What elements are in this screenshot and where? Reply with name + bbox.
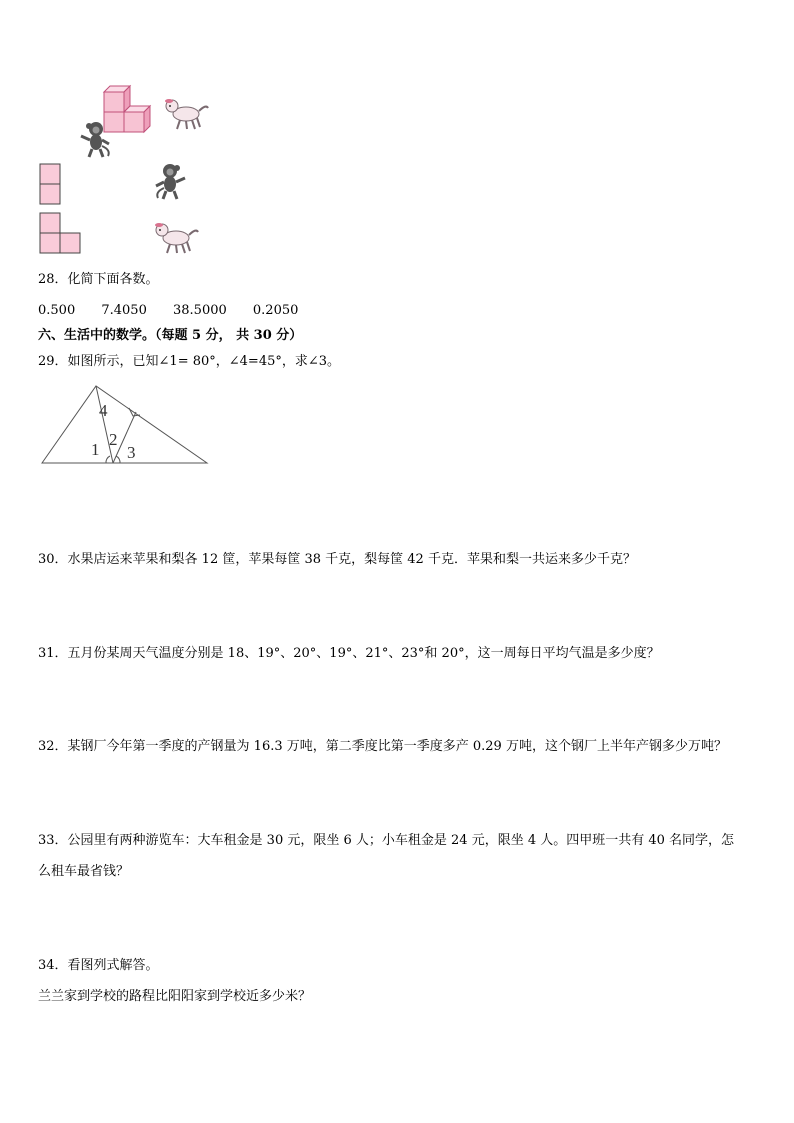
q28-number: 38.5000: [173, 303, 227, 318]
monkey-icon: [78, 120, 114, 158]
front-view-figure: [39, 163, 63, 207]
q30-prompt: 30．水果店运来苹果和梨各 12 筐，苹果每筐 38 千克，梨每筐 42 千克．苹果和梨一共运来多少千克？: [38, 552, 636, 567]
q31-prompt: 31．五月份某周天气温度分别是 18、19°、20°、19°、21°、23°和 20°，这一周每日平均气温是多少度？: [38, 646, 660, 661]
q34-question: 兰兰家到学校的路程比阳阳家到学校近多少米？: [38, 989, 312, 1004]
angle-label: 4: [99, 401, 108, 420]
q32-prompt: 32．某钢厂今年第一季度的产钢量为 16.3 万吨，第二季度比第一季度多产 0.29 万吨，这个钢厂上半年产钢多少万吨？: [38, 739, 727, 754]
q28-prompt: 28．化简下面各数。: [38, 272, 159, 287]
q28-number: 0.2050: [252, 303, 299, 318]
q28-number: 7.4050: [101, 303, 147, 318]
q33-prompt-line1: 33．公园里有两种游览车：大车租金是 30 元，限坐 6 人；小车租金是 24 元，限坐 4 人。四甲班一共有 40 名同学，怎: [38, 833, 735, 848]
section-heading: 六、生活中的数学。（每题 5 分， 共 30 分）: [38, 328, 303, 343]
triangle-diagram: [36, 382, 214, 468]
q29-prompt: 29．如图所示，已知∠1= 80°，∠4=45°，求∠3。: [38, 354, 341, 369]
angle-label: 2: [109, 430, 118, 449]
q28-number: 0.500: [38, 303, 76, 318]
angle-label: 1: [91, 440, 100, 459]
q34-prompt: 34．看图列式解答。: [38, 958, 159, 973]
dog-icon: [150, 220, 200, 256]
angle-label: 3: [127, 443, 136, 462]
side-view-figure: [39, 212, 83, 256]
q33-prompt-line2: 么租车最省钱？: [38, 864, 130, 879]
q28-number-list: [38, 303, 320, 319]
dog-icon: [160, 96, 210, 132]
monkey-icon: [152, 162, 188, 200]
